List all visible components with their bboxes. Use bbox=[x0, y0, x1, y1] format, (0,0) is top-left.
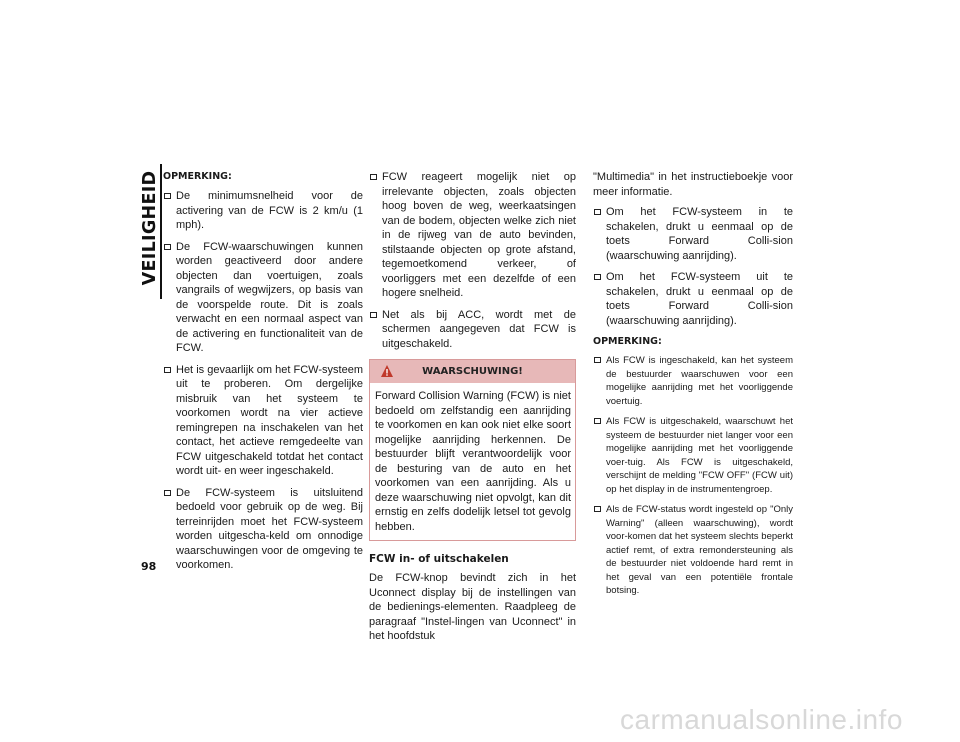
list-item: Om het FCW-systeem in te schakelen, drukt u eenmaal op de toets Forward Colli-sion (waarschuwing aanrijding). bbox=[593, 205, 793, 263]
column-1 bbox=[163, 170, 363, 580]
warning-header bbox=[370, 360, 575, 383]
bullet-square-icon bbox=[164, 367, 171, 373]
watermark: carmanualsonline.info bbox=[620, 704, 903, 735]
section-divider bbox=[160, 164, 162, 299]
bullet-square-icon bbox=[164, 490, 171, 496]
bullet-square-icon bbox=[594, 274, 601, 280]
list-item: De FCW-waarschuwingen kunnen worden geactiveerd door andere objecten dan voertuigen, zoals vangrails of wegwijzers, op basis van de voorspelde route. Dit is zoals verwacht en een normaal aspect van de activering en functionaliteit van de FCW. bbox=[163, 240, 363, 356]
paragraph: De FCW-knop bevindt zich in het Uconnect display bij de instellingen van de bedienings-elementen. Raadpleeg de paragraaf "Instel-lingen van Uconnect" in het hoofdstuk bbox=[369, 572, 576, 642]
bullet-square-icon bbox=[594, 357, 601, 363]
list-item: Als de FCW-status wordt ingesteld op "Only Warning" (alleen waarschuwing), wordt voor-komen dat het systeem slechts beperkt actief remt, of extra remondersteuning als de bestuurder niet voldoende hard remt in het geval van een potentiële frontale botsing. bbox=[593, 503, 793, 598]
paragraph: "Multimedia" in het instructieboekje voor meer informatie. bbox=[593, 171, 793, 198]
bullet-square-icon bbox=[594, 418, 601, 424]
list-item: Net als bij ACC, wordt met de schermen aangegeven dat FCW is uitgeschakeld. bbox=[369, 308, 576, 352]
bullet-square-icon bbox=[594, 506, 601, 512]
warning-title: WAARSCHUWING! bbox=[422, 366, 523, 377]
bullet-square-icon bbox=[164, 193, 171, 199]
bullet-square-icon bbox=[370, 312, 377, 318]
warning-triangle-icon bbox=[380, 364, 394, 378]
column-3 bbox=[593, 170, 793, 605]
bullet-square-icon bbox=[164, 244, 171, 250]
page-number: 98 bbox=[141, 560, 157, 573]
list-item: Als FCW is uitgeschakeld, waarschuwt het systeem de bestuurder niet langer voor een mogelijke aanrijding met het voorliggende voer-tuig. Als FCW is uitgeschakeld, verschijnt de melding "FCW OFF" (FCW uit) op het display in de instrumentengroep. bbox=[593, 415, 793, 496]
section-heading: FCW in- of uitschakelen bbox=[369, 553, 509, 565]
section-title-text: VEILIGHEID bbox=[140, 170, 160, 286]
list-item: De FCW-systeem is uitsluitend bedoeld voor gebruik op de weg. Bij terreinrijden moet het FCW-systeem worden uitgescha-keld om onnodige waarschuwingen voor de omgeving te voorkomen. bbox=[163, 486, 363, 573]
warning-box bbox=[369, 359, 576, 541]
list-item: Om het FCW-systeem uit te schakelen, drukt u eenmaal op de toets Forward Colli-sion (waarschuwing aanrijding). bbox=[593, 270, 793, 328]
list-item: De minimumsnelheid voor de activering van de FCW is 2 km/u (1 mph). bbox=[163, 189, 363, 233]
column-2 bbox=[369, 170, 576, 650]
bullet-square-icon bbox=[370, 174, 377, 180]
list-item: FCW reageert mogelijk niet op irrelevante objecten, zoals objecten hoog boven de weg, weerkaatsingen van de bodem, objecten welke zich niet in de rijweg van de auto bevinden, stilstaande objecten op grote afstand, tegemoetkomend verkeer, of voorliggers met een dezelfde of een hogere snelheid. bbox=[369, 170, 576, 301]
note-label: OPMERKING: bbox=[163, 171, 232, 182]
note-label: OPMERKING: bbox=[593, 336, 662, 347]
bullet-square-icon bbox=[594, 209, 601, 215]
warning-text: Forward Collision Warning (FCW) is niet bedoeld om zelfstandig een aanrijding te voorkomen en kan ook niet elke soort mogelijke aanrijding herkennen. De bestuurder blijft verantwoordelijk voor de besturing van de auto en het voorkomen van een aanrijding. Als u deze waarschuwing niet opvolgt, kan dit ernstig en zelfs dodelijk letsel tot gevolg hebben. bbox=[375, 390, 571, 533]
list-item: Het is gevaarlijk om het FCW-systeem uit te proberen. Om dergelijke misbruik van het systeem te voorkomen wordt na vier actieve remingrepen na inschakelen van het contact, het actieve remgedeelte van FCW uitgeschakeld totdat het contact wordt uit- en weer ingeschakeld. bbox=[163, 363, 363, 479]
list-item: Als FCW is ingeschakeld, kan het systeem de bestuurder waarschuwen voor een mogelijke aanrijding met het voorliggende voertuig. bbox=[593, 354, 793, 408]
